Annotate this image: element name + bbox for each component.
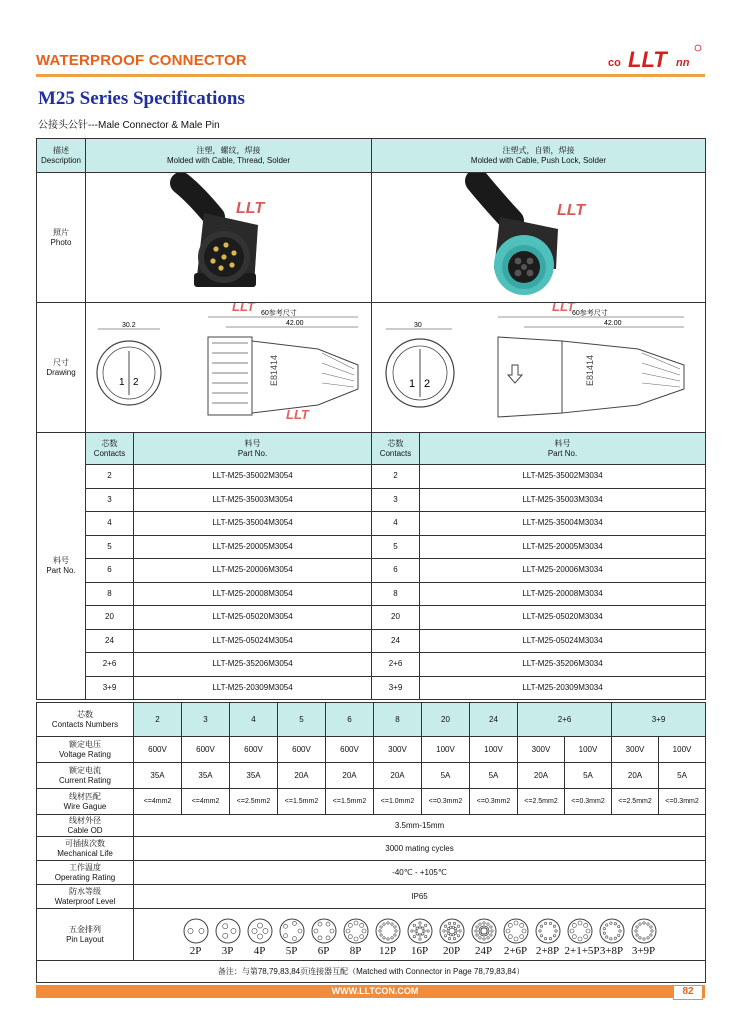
pin-layout-item <box>437 918 467 956</box>
current-value: 20A <box>278 763 326 789</box>
svg-text:42.00: 42.00 <box>286 320 304 327</box>
life-value: 3000 mating cycles <box>134 837 706 861</box>
life-label: 可插拔次数 Mechanical Life <box>37 837 134 861</box>
footer-url[interactable]: WWW.LLTCON.COM <box>331 986 419 996</box>
logo-left-text: co <box>608 57 621 69</box>
partno-left: LLT-M25-35002M3054 <box>134 465 372 489</box>
wire-value: <=4mm2 <box>182 789 230 815</box>
pin-layout-label: 16P <box>410 944 429 957</box>
connector-pushlock-photo <box>372 173 706 299</box>
part-number-table <box>36 432 706 700</box>
contacts-number: 8 <box>374 703 422 737</box>
partno-right: LLT-M25-20008M3034 <box>420 582 706 606</box>
partno-right: LLT-M25-35004M3034 <box>420 512 706 536</box>
pin-layout-item <box>213 918 243 956</box>
voltage-label: 额定电压 Voltage Rating <box>37 737 134 763</box>
partno-left: LLT-M25-05024M3054 <box>134 629 372 653</box>
wire-value: <=4mm2 <box>134 789 182 815</box>
thread-connector-drawing <box>86 303 372 429</box>
contacts-number: 20 <box>422 703 470 737</box>
partno-right: LLT-M25-20309M3034 <box>420 676 706 700</box>
voltage-value: 600V <box>278 737 326 763</box>
partno-left: LLT-M25-20005M3054 <box>134 535 372 559</box>
contacts-left: 2+6 <box>86 653 134 677</box>
voltage-value: 100V <box>422 737 470 763</box>
partno-header-left: 料号 Part No. <box>134 433 372 465</box>
wire-value: <=0.3mm2 <box>565 789 612 815</box>
wire-value: <=0.3mm2 <box>659 789 706 815</box>
section-header: WATERPROOF CONNECTOR <box>36 52 247 69</box>
contacts-right: 4 <box>372 512 420 536</box>
part-row <box>37 653 706 677</box>
pin-diagram-icon <box>631 918 657 944</box>
wire-value: <=1.0mm2 <box>374 789 422 815</box>
partno-right: LLT-M25-05024M3034 <box>420 629 706 653</box>
pushlock-connector-drawing <box>372 303 706 429</box>
pin-layout-item <box>341 918 371 956</box>
wire-value: <=1.5mm2 <box>278 789 326 815</box>
partno-left: LLT-M25-20008M3054 <box>134 582 372 606</box>
svg-text:E81414: E81414 <box>269 354 279 386</box>
contacts-number: 2 <box>134 703 182 737</box>
pin-layout-label: 五金排列 Pin Layout <box>37 909 134 961</box>
contacts-header-right: 芯数 Contacts <box>372 433 420 465</box>
pin-layout-item <box>597 918 627 956</box>
svg-text:60参考尺寸: 60参考尺寸 <box>572 310 608 317</box>
pin-layout-cell <box>134 909 706 961</box>
pin-diagram-icon <box>215 918 241 944</box>
part-row <box>37 465 706 489</box>
page-subtitle: 公接头公针---Male Connector & Male Pin <box>38 120 220 131</box>
pin-layout-item <box>373 918 403 956</box>
svg-text:LLT: LLT <box>557 202 586 219</box>
temp-value: -40℃ - +105℃ <box>134 861 706 885</box>
pin-diagram-icon <box>599 918 625 944</box>
contacts-left: 3 <box>86 488 134 512</box>
voltage-value: 300V <box>612 737 659 763</box>
voltage-value: 300V <box>518 737 565 763</box>
pin-layout-label: 3+8P <box>599 944 624 957</box>
pin-layout-item <box>629 918 659 956</box>
pin-layout-label: 12P <box>378 944 397 957</box>
svg-text:2: 2 <box>133 377 139 388</box>
svg-text:1: 1 <box>119 377 125 388</box>
svg-text:LLT: LLT <box>232 303 255 314</box>
pin-diagram-icon <box>183 918 209 944</box>
part-row <box>37 629 706 653</box>
pin-layout-label: 20P <box>442 944 461 957</box>
partno-left: LLT-M25-20006M3054 <box>134 559 372 583</box>
pin-diagram-icon <box>247 918 273 944</box>
wire-label: 线材匹配 Wire Gague <box>37 789 134 815</box>
pin-layout-item <box>501 918 531 956</box>
partno-right: LLT-M25-35002M3034 <box>420 465 706 489</box>
voltage-value: 100V <box>565 737 612 763</box>
pin-layout-item <box>469 918 499 956</box>
svg-text:LLT: LLT <box>552 303 575 314</box>
contacts-right: 2+6 <box>372 653 420 677</box>
partno-right: LLT-M25-20005M3034 <box>420 535 706 559</box>
pin-diagram-icon <box>471 918 497 944</box>
partno-left: LLT-M25-35003M3054 <box>134 488 372 512</box>
partno-left: LLT-M25-35206M3054 <box>134 653 372 677</box>
waterproof-value: IP65 <box>134 885 706 909</box>
contacts-left: 3+9 <box>86 676 134 700</box>
pin-layout-item <box>405 918 435 956</box>
pin-layout-label: 2+8P <box>535 944 560 957</box>
contacts-header-left: 芯数 Contacts <box>86 433 134 465</box>
partno-left: LLT-M25-35004M3054 <box>134 512 372 536</box>
part-row <box>37 559 706 583</box>
svg-text:2: 2 <box>424 378 431 390</box>
pin-layout-label: 2+6P <box>503 944 528 957</box>
pin-diagram-icon <box>407 918 433 944</box>
pin-diagram-icon <box>375 918 401 944</box>
drawing-right <box>372 303 706 433</box>
pin-diagram-icon <box>503 918 529 944</box>
partno-right: LLT-M25-20006M3034 <box>420 559 706 583</box>
contacts-right: 3 <box>372 488 420 512</box>
photo-label: 照片 Photo <box>37 173 86 303</box>
spec-table <box>36 702 706 983</box>
logo-right-text: nn <box>676 57 690 69</box>
pin-layout-label: 2P <box>189 944 202 957</box>
drawing-label: 尺寸 Drawing <box>37 303 86 433</box>
pin-layout-label: 6P <box>317 944 330 957</box>
part-row <box>37 512 706 536</box>
contacts-number: 3+9 <box>612 703 706 737</box>
cable-value: 3.5mm-15mm <box>134 815 706 837</box>
contacts-right: 6 <box>372 559 420 583</box>
current-value: 5A <box>659 763 706 789</box>
part-label: 料号 Part No. <box>37 433 86 700</box>
current-value: 20A <box>612 763 659 789</box>
drawing-table <box>36 302 706 433</box>
voltage-value: 600V <box>182 737 230 763</box>
part-row <box>37 488 706 512</box>
wire-value: <=2.5mm2 <box>612 789 659 815</box>
description-photo-table <box>36 138 706 303</box>
connector-thread-photo <box>86 173 372 299</box>
desc-left: 注塑，螺纹，焊接 Molded with Cable, Thread, Solder <box>86 139 372 173</box>
header-rule <box>36 74 705 77</box>
current-value: 5A <box>470 763 518 789</box>
wire-value: <=0.3mm2 <box>422 789 470 815</box>
pin-layout-item <box>533 918 563 956</box>
pin-diagram-icon <box>279 918 305 944</box>
partno-header-right: 料号 Part No. <box>420 433 706 465</box>
page-title: M25 Series Specifications <box>38 88 245 109</box>
contacts-right: 24 <box>372 629 420 653</box>
contacts-left: 6 <box>86 559 134 583</box>
photo-left <box>86 173 372 303</box>
contacts-number: 6 <box>326 703 374 737</box>
current-value: 35A <box>182 763 230 789</box>
contacts-number: 5 <box>278 703 326 737</box>
contacts-right: 20 <box>372 606 420 630</box>
partno-left: LLT-M25-20309M3054 <box>134 676 372 700</box>
current-value: 20A <box>374 763 422 789</box>
pin-diagram-icon <box>535 918 561 944</box>
waterproof-label: 防水等级 Waterproof Level <box>37 885 134 909</box>
svg-text:LLT: LLT <box>236 200 265 217</box>
pin-layout-label: 2+1+5P <box>564 944 600 957</box>
part-row <box>37 676 706 700</box>
pin-layout-item <box>181 918 211 956</box>
svg-text:E81414: E81414 <box>585 354 595 386</box>
current-value: 20A <box>518 763 565 789</box>
pin-diagram-icon <box>311 918 337 944</box>
svg-text:30.2: 30.2 <box>122 322 136 329</box>
svg-text:LLT: LLT <box>286 407 309 422</box>
desc-right: 注塑式，自锁，焊接 Molded with Cable, Push Lock, Solder <box>372 139 706 173</box>
partno-right: LLT-M25-35003M3034 <box>420 488 706 512</box>
svg-text:30: 30 <box>414 322 422 329</box>
partno-left: LLT-M25-05020M3054 <box>134 606 372 630</box>
svg-text:1: 1 <box>409 378 416 390</box>
desc-label: 描述 Description <box>37 139 86 173</box>
contacts-right: 8 <box>372 582 420 606</box>
temp-label: 工作温度 Operating Rating <box>37 861 134 885</box>
pin-layout-item <box>245 918 275 956</box>
contacts-number: 2+6 <box>518 703 612 737</box>
svg-text:42.00: 42.00 <box>604 320 622 327</box>
voltage-value: 300V <box>374 737 422 763</box>
contacts-right: 2 <box>372 465 420 489</box>
contacts-number: 3 <box>182 703 230 737</box>
pin-layout-item <box>277 918 307 956</box>
contacts-left: 24 <box>86 629 134 653</box>
contacts-left: 4 <box>86 512 134 536</box>
current-value: 5A <box>422 763 470 789</box>
voltage-value: 100V <box>470 737 518 763</box>
contacts-left: 2 <box>86 465 134 489</box>
photo-right <box>372 173 706 303</box>
current-value: 35A <box>230 763 278 789</box>
contacts-number: 4 <box>230 703 278 737</box>
pin-layout-row <box>134 914 705 956</box>
wire-value: <=2.5mm2 <box>230 789 278 815</box>
pin-layout-label: 24P <box>474 944 493 957</box>
pin-diagram-icon <box>343 918 369 944</box>
current-value: 20A <box>326 763 374 789</box>
contacts-left: 20 <box>86 606 134 630</box>
pin-layout-label: 5P <box>285 944 298 957</box>
pin-layout-item <box>309 918 339 956</box>
contacts-number: 24 <box>470 703 518 737</box>
pin-layout-label: 3+9P <box>631 944 656 957</box>
partno-right: LLT-M25-05020M3034 <box>420 606 706 630</box>
svg-text:60参考尺寸: 60参考尺寸 <box>261 310 297 317</box>
contacts-right: 3+9 <box>372 676 420 700</box>
current-label: 额定电流 Current Rating <box>37 763 134 789</box>
voltage-value: 600V <box>326 737 374 763</box>
voltage-value: 600V <box>230 737 278 763</box>
part-row <box>37 606 706 630</box>
part-row <box>37 535 706 559</box>
wire-value: <=2.5mm2 <box>518 789 565 815</box>
cable-label: 线材外径 Cable OD <box>37 815 134 837</box>
page-number: 82 <box>673 985 703 1000</box>
part-row <box>37 582 706 606</box>
voltage-value: 100V <box>659 737 706 763</box>
drawing-left <box>86 303 372 433</box>
current-value: 35A <box>134 763 182 789</box>
contacts-right: 5 <box>372 535 420 559</box>
compatibility-note: 备注：与第78,79,83,84页连接器互配（Matched with Connector in Page 78,79,83,84） <box>37 961 706 983</box>
pin-layout-item <box>564 918 600 957</box>
contacts-left: 8 <box>86 582 134 606</box>
partno-right: LLT-M25-35206M3034 <box>420 653 706 677</box>
pin-diagram-icon <box>439 918 465 944</box>
pin-layout-label: 4P <box>253 944 266 957</box>
contacts-left: 5 <box>86 535 134 559</box>
current-value: 5A <box>565 763 612 789</box>
pin-layout-label: 3P <box>221 944 234 957</box>
brand-logo <box>606 42 706 72</box>
voltage-value: 600V <box>134 737 182 763</box>
wire-value: <=1.5mm2 <box>326 789 374 815</box>
pin-layout-label: 8P <box>349 944 362 957</box>
logo-main-text: LLT <box>628 47 667 72</box>
pin-diagram-icon <box>567 918 593 944</box>
wire-value: <=0.3mm2 <box>470 789 518 815</box>
contacts-numbers-label: 芯数 Contacts Numbers <box>37 703 134 737</box>
